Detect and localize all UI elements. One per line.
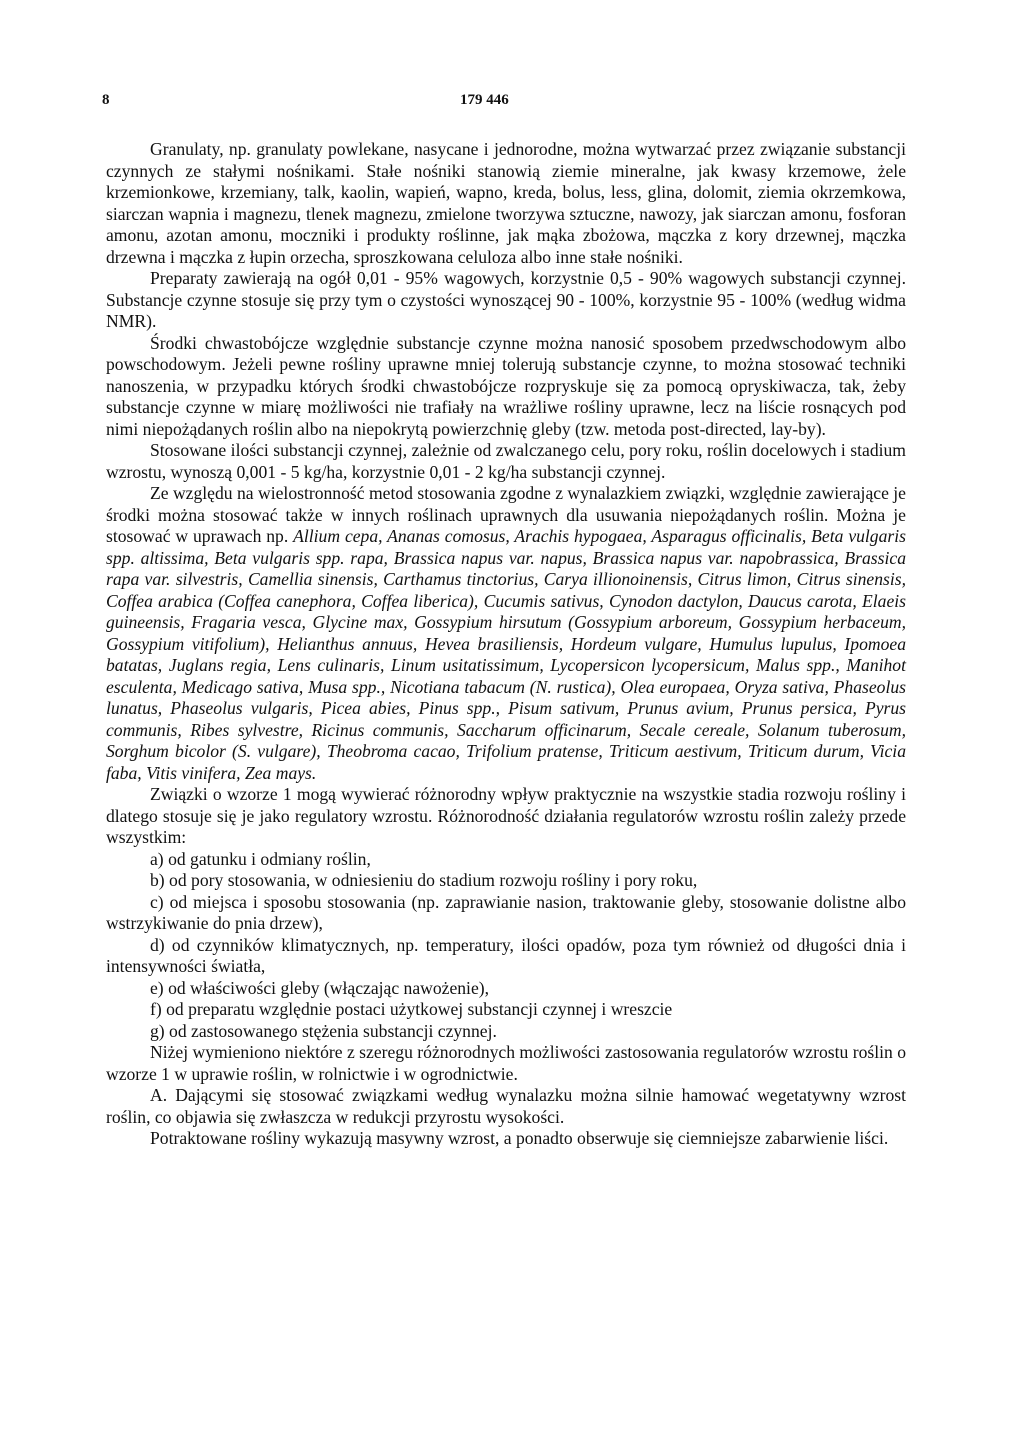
crops-list: Allium cepa, Ananas comosus, Arachis hypogaea, Asparagus officinalis, Beta vulgaris spp. altissima, Beta vulgaris spp. rapa, Brassica napus var. napus, Brassica napus var. napobrassica, Brassica rapa var. silvestris, Camellia sinensis, Carthamus tinctorius, Carya illionoinensis, Citrus limon, Citrus sinensis, Coffea arabica (Coffea canephora, Coffea liberica), Cucumis sativus, Cynodon dactylon, Daucus carota, Elaeis guineensis, Fragaria vesca, Glycine max, Gossypium hirsutum (Gossypium arboreum, Gossypium herbaceum, Gossypium vitifolium), Helianthus annuus, Hevea brasiliensis, Hordeum vulgare, Humulus lupulus, Ipomoea batatas, Juglans regia, Lens culinaris, Linum usitatissimum, Lycopersicon lycopersicum, Malus spp., Manihot esculenta, Medicago sativa, Musa spp., Nicotiana tabacum (N. rustica), Olea europaea, Oryza sativa, Phaseolus lunatus, Phaseolus vulgaris, Picea abies, Pinus spp., Pisum sativum, Prunus avium, Prunus persica, Pyrus communis, Ribes sylvestre, Ricinus communis, Saccharum officinarum, Secale cereale, Solanum tuberosum, Sorghum bicolor (S. vulgare), Theobroma cacao, Trifolium pratense, Triticum aestivum, Triticum durum, Vicia faba, Vitis vinifera, Zea mays. [106, 526, 906, 783]
paragraph-regulators: Związki o wzorze 1 mogą wywierać różnorodny wpływ praktycznie na wszystkie stadia rozwoju rośliny i dlatego stosuje się je jako regulatory wzrostu. Różnorodność działania regulatorów wzrostu roślin zależy przede wszystkim: [106, 784, 906, 847]
page-header [102, 92, 912, 114]
factor-item: f) od preparatu względnie postaci użytkowej substancji czynnej i wreszcie [150, 999, 673, 1019]
factor-item: e) od właściwości gleby (włączając nawożenie), [150, 977, 490, 998]
factor-item: a) od gatunku i odmiany roślin, [150, 848, 371, 869]
factor-item: g) od zastosowanego stężenia substancji czynnej. [150, 1020, 497, 1041]
page-number: 8 [102, 92, 110, 108]
paragraph-amounts: Stosowane ilości substancji czynnej, zależnie od zwalczanego celu, pory roku, roślin docelowych i stadium wzrostu, wynoszą 0,001 - 5 kg/ha, korzystnie 0,01 - 2 kg/ha substancji czynnej. [106, 440, 906, 482]
factor-item: b) od pory stosowania, w odniesieniu do stadium rozwoju rośliny i pory roku, [150, 870, 698, 890]
paragraph-treated-plants: Potraktowane rośliny wykazują masywny wzrost, a ponadto obserwuje się ciemniejsze zabarwienie liści. [150, 1128, 889, 1148]
paragraph-application: Środki chwastobójcze względnie substancje czynne można nanosić sposobem przedwschodowym albo powschodowym. Jeżeli pewne rośliny uprawne mniej tolerują substancje czynne, to można stosować techniki nanoszenia, w przypadku których środki chwastobójcze rozpryskuje się za pomocą opryskiwacza, tak, żeby substancje czynne w miarę możliwości nie trafiały na wrażliwe rośliny uprawne, lecz na liście rosnących pod nimi niepożądanych roślin albo na niepokrytą powierzchnię gleby (tzw. metoda post-directed, lay-by). [106, 332, 906, 439]
paragraph-section-a: A. Dającymi się stosować związkami według wynalazku można silnie hamować wegetatywny wzrost roślin, co objawia się zwłaszcza w redukcji przyrostu wysokości. [106, 1085, 906, 1127]
paragraph-uses: Niżej wymieniono niektóre z szeregu różnorodnych możliwości zastosowania regulatorów wzrostu roślin o wzorze 1 w uprawie roślin, w rolnictwie i w ogrodnictwie. [106, 1042, 906, 1084]
paragraph-crops [106, 483, 906, 784]
factor-item: c) od miejsca i sposobu stosowania (np. zaprawianie nasion, traktowanie gleby, stosowanie dolistne albo wstrzykiwanie do pnia drzew), [106, 891, 906, 933]
paragraph-granulates: Granulaty, np. granulaty powlekane, nasycane i jednorodne, można wytwarzać przez związanie substancji czynnych ze stałymi nośnikami. Stałe nośniki stanowią ziemie mineralne, jak kwasy krzemowe, żele krzemionkowe, krzemiany, talk, kaolin, wapień, wapno, kreda, bolus, less, glina, dolomit, ziemia okrzemkowa, siarczan wapnia i magnezu, tlenek magnezu, zmielone tworzywa sztuczne, nawozy, jak siarczan amonu, fosforan amonu, azotan amonu, moczniki i produkty roślinne, jak mąka zbożowa, mączka z kory drzewnej, mączka drzewna i mączka z łupin orzecha, sproszkowana celuloza albo inne stałe nośniki. [106, 139, 906, 267]
paragraph-preparations: Preparaty zawierają na ogół 0,01 - 95% wagowych, korzystnie 0,5 - 90% wagowych substancji czynnej. Substancje czynne stosuje się przy tym o czystości wynoszącej 90 - 100%, korzystnie 95 - 100% (według widma NMR). [106, 268, 906, 331]
body-text [106, 139, 906, 1150]
crops-intro: Ze względu na wielostronność metod stosowania zgodne z wynalazkiem związki, względnie zawierające je środki można stosować także w innych roślinach uprawnych dla usuwania niepożądanych roślin. Można je stosować w uprawach np. [106, 483, 906, 546]
factor-item: d) od czynników klimatycznych, np. temperatury, ilości opadów, poza tym również od długości dnia i intensywności światła, [106, 934, 906, 976]
patent-number: 179 446 [460, 92, 509, 108]
